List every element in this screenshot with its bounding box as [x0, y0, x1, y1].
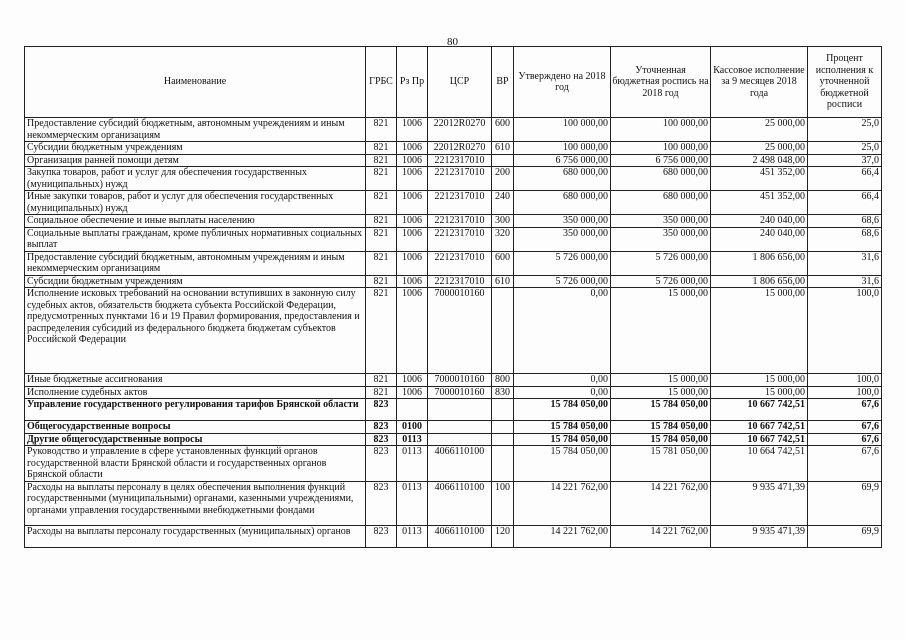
cell-cash: 15 000,00 — [711, 374, 808, 387]
cell-refined: 5 726 000,00 — [611, 251, 711, 275]
cell-rzpr: 1006 — [397, 227, 428, 251]
cell-grbs: 821 — [366, 215, 397, 228]
cell-approved: 100 000,00 — [514, 142, 611, 155]
cell-csr: 22012R0270 — [428, 142, 492, 155]
cell-name: Расходы на выплаты персоналу государственных (муниципальных) органов — [25, 525, 366, 547]
table-row — [25, 215, 882, 228]
cell-vr: 600 — [492, 251, 514, 275]
cell-name: Исполнение исковых требований на основании вступивших в законную силу судебных актов, обязательств бюджета субъекта Российской Федерации, предусмотренных пунктами 16 и 19 Правил формирования, предоставления и распределения субсидий из федерального бюджета бюджетам субъектов Российской Федерации — [25, 288, 366, 374]
cell-grbs: 823 — [366, 433, 397, 446]
cell-rzpr: 0113 — [397, 481, 428, 525]
cell-grbs: 821 — [366, 118, 397, 142]
cell-csr: 7000010160 — [428, 374, 492, 387]
cell-name: Предоставление субсидий бюджетным, автономным учреждениям и иным некоммерческим организациям — [25, 251, 366, 275]
cell-refined: 14 221 762,00 — [611, 481, 711, 525]
cell-name: Управление государственного регулирования тарифов Брянской области — [25, 399, 366, 421]
cell-cash: 10 667 742,51 — [711, 399, 808, 421]
cell-vr: 610 — [492, 275, 514, 288]
cell-cash: 15 000,00 — [711, 386, 808, 399]
cell-rzpr: 1006 — [397, 288, 428, 374]
cell-grbs: 821 — [366, 154, 397, 167]
cell-rzpr: 1006 — [397, 275, 428, 288]
cell-csr: 2212317010 — [428, 154, 492, 167]
cell-refined: 680 000,00 — [611, 167, 711, 191]
cell-name: Расходы на выплаты персоналу в целях обеспечения выполнения функций государственными (муниципальными) органами, казенными учреждениями, органами управления государственными внебюджетными фондами — [25, 481, 366, 525]
cell-approved: 14 221 762,00 — [514, 481, 611, 525]
cell-rzpr: 1006 — [397, 374, 428, 387]
cell-csr — [428, 421, 492, 434]
cell-approved: 15 784 050,00 — [514, 433, 611, 446]
cell-name: Общегосударственные вопросы — [25, 421, 366, 434]
cell-vr — [492, 446, 514, 482]
cell-refined: 350 000,00 — [611, 215, 711, 228]
cell-grbs: 823 — [366, 399, 397, 421]
cell-refined: 14 221 762,00 — [611, 525, 711, 547]
header-percent: Процент исполнения к уточненной бюджетной росписи — [808, 47, 882, 118]
cell-percent: 25,0 — [808, 118, 882, 142]
cell-percent: 68,6 — [808, 227, 882, 251]
cell-rzpr: 0100 — [397, 421, 428, 434]
cell-vr: 320 — [492, 227, 514, 251]
cell-cash: 9 935 471,39 — [711, 525, 808, 547]
cell-name: Социальные выплаты гражданам, кроме публичных нормативных социальных выплат — [25, 227, 366, 251]
cell-name: Субсидии бюджетным учреждениям — [25, 142, 366, 155]
cell-grbs: 821 — [366, 191, 397, 215]
cell-refined: 350 000,00 — [611, 227, 711, 251]
cell-grbs: 821 — [366, 142, 397, 155]
cell-cash: 25 000,00 — [711, 118, 808, 142]
cell-refined: 6 756 000,00 — [611, 154, 711, 167]
header-grbs: ГРБС — [366, 47, 397, 118]
cell-rzpr: 1006 — [397, 167, 428, 191]
cell-csr: 2212317010 — [428, 191, 492, 215]
cell-csr: 7000010160 — [428, 288, 492, 374]
cell-approved: 0,00 — [514, 288, 611, 374]
cell-refined: 15 784 050,00 — [611, 421, 711, 434]
table-row — [25, 481, 882, 525]
budget-table — [24, 46, 882, 548]
cell-vr — [492, 399, 514, 421]
cell-vr: 830 — [492, 386, 514, 399]
header-name: Наименование — [25, 47, 366, 118]
cell-cash: 2 498 048,00 — [711, 154, 808, 167]
cell-percent: 31,6 — [808, 251, 882, 275]
table-row — [25, 167, 882, 191]
cell-cash: 10 664 742,51 — [711, 446, 808, 482]
cell-cash: 1 806 656,00 — [711, 251, 808, 275]
cell-csr — [428, 433, 492, 446]
cell-csr: 4066110100 — [428, 481, 492, 525]
cell-rzpr: 0113 — [397, 433, 428, 446]
cell-grbs: 823 — [366, 481, 397, 525]
cell-approved: 15 784 050,00 — [514, 421, 611, 434]
cell-name: Организация ранней помощи детям — [25, 154, 366, 167]
cell-name: Закупка товаров, работ и услуг для обеспечения государственных (муниципальных) нужд — [25, 167, 366, 191]
cell-rzpr: 1006 — [397, 386, 428, 399]
table-row — [25, 275, 882, 288]
cell-approved: 0,00 — [514, 374, 611, 387]
cell-name: Иные закупки товаров, работ и услуг для обеспечения государственных (муниципальных) нужд — [25, 191, 366, 215]
cell-grbs: 823 — [366, 446, 397, 482]
cell-approved: 680 000,00 — [514, 191, 611, 215]
table-row — [25, 227, 882, 251]
cell-percent: 67,6 — [808, 446, 882, 482]
cell-cash: 10 667 742,51 — [711, 421, 808, 434]
cell-vr: 300 — [492, 215, 514, 228]
cell-refined: 100 000,00 — [611, 118, 711, 142]
cell-approved: 15 784 050,00 — [514, 399, 611, 421]
cell-approved: 5 726 000,00 — [514, 275, 611, 288]
cell-vr — [492, 433, 514, 446]
cell-approved: 15 784 050,00 — [514, 446, 611, 482]
cell-rzpr: 1006 — [397, 154, 428, 167]
table-row — [25, 433, 882, 446]
table-row — [25, 399, 882, 421]
cell-approved: 0,00 — [514, 386, 611, 399]
cell-rzpr: 1006 — [397, 118, 428, 142]
cell-vr: 240 — [492, 191, 514, 215]
cell-grbs: 821 — [366, 227, 397, 251]
cell-grbs: 821 — [366, 167, 397, 191]
cell-percent: 69,9 — [808, 481, 882, 525]
cell-csr: 2212317010 — [428, 275, 492, 288]
cell-csr: 7000010160 — [428, 386, 492, 399]
table-row — [25, 118, 882, 142]
cell-rzpr: 1006 — [397, 251, 428, 275]
header-vr: ВР — [492, 47, 514, 118]
cell-name: Другие общегосударственные вопросы — [25, 433, 366, 446]
header-cash: Кассовое исполнение за 9 месяцев 2018 года — [711, 47, 808, 118]
cell-cash: 240 040,00 — [711, 227, 808, 251]
cell-vr: 600 — [492, 118, 514, 142]
cell-percent: 68,6 — [808, 215, 882, 228]
cell-vr: 200 — [492, 167, 514, 191]
cell-name: Социальное обеспечение и иные выплаты населению — [25, 215, 366, 228]
cell-approved: 6 756 000,00 — [514, 154, 611, 167]
table-row — [25, 251, 882, 275]
cell-percent: 66,4 — [808, 191, 882, 215]
cell-percent: 66,4 — [808, 167, 882, 191]
cell-csr: 2212317010 — [428, 251, 492, 275]
cell-cash: 451 352,00 — [711, 191, 808, 215]
cell-rzpr: 1006 — [397, 215, 428, 228]
header-refined: Уточненная бюджетная роспись на 2018 год — [611, 47, 711, 118]
cell-cash: 451 352,00 — [711, 167, 808, 191]
table-row — [25, 421, 882, 434]
cell-refined: 100 000,00 — [611, 142, 711, 155]
cell-refined: 15 781 050,00 — [611, 446, 711, 482]
cell-rzpr — [397, 399, 428, 421]
cell-rzpr: 1006 — [397, 191, 428, 215]
cell-csr: 2212317010 — [428, 215, 492, 228]
cell-name: Предоставление субсидий бюджетным, автономным учреждениям и иным некоммерческим организациям — [25, 118, 366, 142]
table-row — [25, 288, 882, 374]
header-approved: Утверждено на 2018 год — [514, 47, 611, 118]
cell-approved: 350 000,00 — [514, 227, 611, 251]
cell-name: Руководство и управление в сфере установленных функций органов государственной власти Брянской области и государственных органов Брянской области — [25, 446, 366, 482]
cell-grbs: 821 — [366, 288, 397, 374]
cell-vr — [492, 421, 514, 434]
cell-vr: 610 — [492, 142, 514, 155]
cell-csr: 4066110100 — [428, 525, 492, 547]
cell-percent: 100,0 — [808, 386, 882, 399]
page-number: 80 — [447, 36, 458, 48]
table-row — [25, 374, 882, 387]
cell-vr: 800 — [492, 374, 514, 387]
cell-refined: 15 000,00 — [611, 288, 711, 374]
cell-approved: 680 000,00 — [514, 167, 611, 191]
cell-grbs: 823 — [366, 421, 397, 434]
cell-approved: 100 000,00 — [514, 118, 611, 142]
cell-grbs: 821 — [366, 374, 397, 387]
cell-cash: 10 667 742,51 — [711, 433, 808, 446]
cell-refined: 15 784 050,00 — [611, 399, 711, 421]
cell-refined: 680 000,00 — [611, 191, 711, 215]
cell-percent: 37,0 — [808, 154, 882, 167]
cell-refined: 5 726 000,00 — [611, 275, 711, 288]
table-row — [25, 386, 882, 399]
cell-percent: 67,6 — [808, 433, 882, 446]
cell-refined: 15 784 050,00 — [611, 433, 711, 446]
cell-csr: 22012R0270 — [428, 118, 492, 142]
cell-cash: 25 000,00 — [711, 142, 808, 155]
table-row — [25, 154, 882, 167]
table-row — [25, 525, 882, 547]
cell-grbs: 821 — [366, 386, 397, 399]
cell-vr: 120 — [492, 525, 514, 547]
cell-approved: 14 221 762,00 — [514, 525, 611, 547]
header-row — [25, 47, 882, 118]
cell-percent: 67,6 — [808, 399, 882, 421]
cell-name: Субсидии бюджетным учреждениям — [25, 275, 366, 288]
cell-name: Исполнение судебных актов — [25, 386, 366, 399]
cell-vr — [492, 288, 514, 374]
cell-percent: 31,6 — [808, 275, 882, 288]
table-row — [25, 191, 882, 215]
cell-grbs: 823 — [366, 525, 397, 547]
cell-percent: 67,6 — [808, 421, 882, 434]
cell-cash: 15 000,00 — [711, 288, 808, 374]
cell-vr: 100 — [492, 481, 514, 525]
cell-percent: 100,0 — [808, 288, 882, 374]
cell-rzpr: 0113 — [397, 446, 428, 482]
header-rzpr: Рз Пр — [397, 47, 428, 118]
cell-percent: 100,0 — [808, 374, 882, 387]
cell-rzpr: 0113 — [397, 525, 428, 547]
cell-csr — [428, 399, 492, 421]
cell-csr: 4066110100 — [428, 446, 492, 482]
cell-refined: 15 000,00 — [611, 386, 711, 399]
cell-cash: 9 935 471,39 — [711, 481, 808, 525]
cell-csr: 2212317010 — [428, 227, 492, 251]
cell-csr: 2212317010 — [428, 167, 492, 191]
cell-refined: 15 000,00 — [611, 374, 711, 387]
table-row — [25, 446, 882, 482]
table-row — [25, 142, 882, 155]
cell-percent: 25,0 — [808, 142, 882, 155]
cell-rzpr: 1006 — [397, 142, 428, 155]
cell-approved: 5 726 000,00 — [514, 251, 611, 275]
cell-percent: 69,9 — [808, 525, 882, 547]
cell-cash: 1 806 656,00 — [711, 275, 808, 288]
cell-cash: 240 040,00 — [711, 215, 808, 228]
cell-grbs: 821 — [366, 251, 397, 275]
header-csr: ЦСР — [428, 47, 492, 118]
cell-grbs: 821 — [366, 275, 397, 288]
cell-approved: 350 000,00 — [514, 215, 611, 228]
cell-name: Иные бюджетные ассигнования — [25, 374, 366, 387]
cell-vr — [492, 154, 514, 167]
